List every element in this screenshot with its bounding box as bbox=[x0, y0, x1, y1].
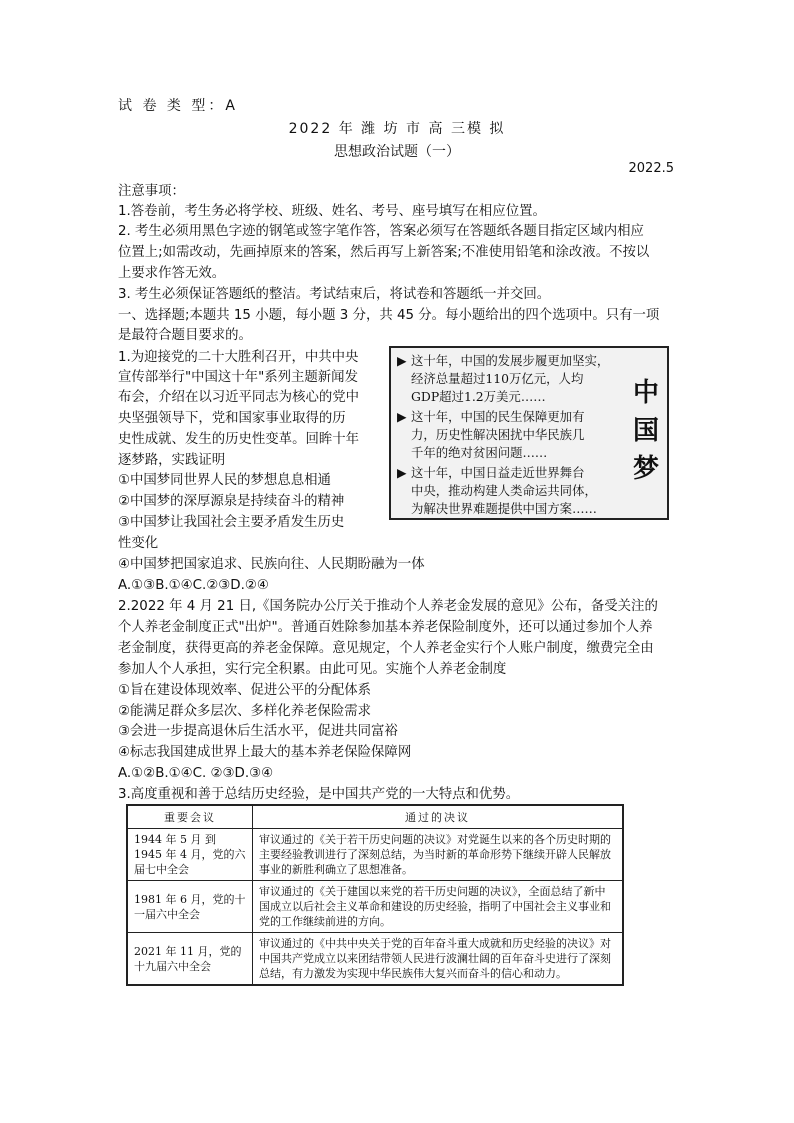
chinese-dream-vertical-title bbox=[629, 374, 663, 488]
notice-heading: 注意事项： bbox=[118, 184, 185, 199]
q2-option-4: ④标志我国建成世界上最大的基本养老保险保障网 bbox=[118, 745, 412, 760]
meeting-cell: 2021 年 11 月，党的十九届六中全会 bbox=[127, 933, 253, 986]
q2-stem-line: 个人养老金制度正式"出炉"。普通百姓除参加基本养老保险制度外，还可以通过参加个人养 bbox=[118, 620, 653, 635]
q1-option-3-line-2: 性变化 bbox=[118, 536, 159, 551]
triangle-marker-icon: ▶ bbox=[397, 409, 407, 424]
notice-item-3: 3. 考生必须保证答题纸的整洁。考试结束后，将试卷和答题纸一并交回。 bbox=[118, 287, 551, 302]
box-item-3 bbox=[397, 464, 623, 518]
q2-stem-line: 2.2022 年 4 月 21 日,《国务院办公厅关于推动个人养老金发展的意见》公布，备受关注的 bbox=[118, 599, 658, 614]
table-row bbox=[127, 881, 623, 933]
q1-stem-line: 宣传部举行"中国这十年"系列主题新闻发 bbox=[118, 370, 358, 385]
resolution-cell: 审议通过的《关于若干历史问题的决议》对党诞生以来的各个历史时期的主要经验教训进行了深刻总结，为当时新的革命形势下继续开辟人民解放事业的新胜利确立了思想准备。 bbox=[253, 829, 624, 881]
notice-item-2-line-2: 位置上;如需改动，先画掉原来的答案，然后再写上新答案;不准使用铅笔和涂改液。不按以 bbox=[118, 245, 650, 260]
q1-stem-line: 央坚强领导下，党和国家事业取得的历 bbox=[118, 411, 346, 426]
q1-option-4: ④中国梦把国家追求、民族向往、人民期盼融为一体 bbox=[118, 557, 425, 572]
triangle-marker-icon: ▶ bbox=[397, 353, 407, 368]
exam-title: 2022 年 潍 坊 市 高 三模 拟 bbox=[288, 121, 506, 137]
q2-stem-line: 老金制度，获得更高的养老金保障。意见规定，个人养老金实行个人账户制度，缴费完全由 bbox=[118, 641, 654, 656]
vertical-char: 国 bbox=[632, 416, 659, 446]
column-header-resolution: 通过的决议 bbox=[253, 805, 624, 829]
chinese-dream-box bbox=[389, 346, 669, 520]
q2-option-3: ③会进一步提高退休后生活水平，促进共同富裕 bbox=[118, 724, 398, 739]
resolutions-table bbox=[126, 804, 624, 986]
box-item-3-line: 为解决世界难题提供中国方案…… bbox=[411, 501, 597, 516]
q3-stem: 3.高度重视和善于总结历史经验，是中国共产党的一大特点和优势。 bbox=[118, 787, 520, 802]
vertical-char: 中 bbox=[632, 378, 659, 408]
box-item-2-line: 力，历史性解决困扰中华民族几 bbox=[411, 427, 585, 442]
notice-item-2-line-1: 2. 考生必须用黑色字迹的钢笔或签字笔作答，答案必须写在答题纸各题目指定区域内相应 bbox=[118, 224, 644, 239]
q1-stem-line: 1.为迎接党的二十大胜利召开，中共中央 bbox=[118, 350, 359, 365]
box-item-2 bbox=[397, 408, 623, 462]
resolution-cell: 审议通过的《中共中央关于党的百年奋斗重大成就和历史经验的决议》对中国共产党成立以来团结带领人民进行波澜壮阔的百年奋斗史进行了深刻总结，有力激发为实现中华民族伟大复兴而奋斗的信心和动力。 bbox=[253, 933, 624, 986]
q2-option-2: ②能满足群众多层次、多样化养老保险需求 bbox=[118, 704, 372, 719]
box-item-2-line: 这十年，中国的民生保障更加有 bbox=[411, 409, 585, 424]
table-row bbox=[127, 829, 623, 881]
section-1-intro-line-2: 是最符合题目要求的。 bbox=[118, 328, 252, 343]
section-1-intro-line-1: 一、选择题;本题共 15 小题，每小题 3 分，共 45 分。每小题给出的四个选项中。只有一项 bbox=[118, 308, 660, 323]
box-item-1-line: 经济总量超过110万亿元，人均 bbox=[411, 371, 584, 386]
q1-stem-line: 史性成就、发生的历史性变革。回眸十年 bbox=[118, 432, 360, 447]
notice-item-2-line-3: 上要求作答无效。 bbox=[118, 266, 226, 281]
box-item-3-line: 这十年，中国日益走近世界舞台 bbox=[411, 465, 585, 480]
q1-choices: A.①③B.①④C.②③D.②④ bbox=[118, 578, 269, 593]
resolution-cell: 审议通过的《关于建国以来党的若干历史问题的决议》，全面总结了新中国成立以后社会主义革命和建设的历史经验，指明了中国社会主义事业和党的工作继续前进的方向。 bbox=[253, 881, 624, 933]
q1-option-2: ②中国梦的深厚源泉是持续奋斗的精神 bbox=[118, 494, 345, 509]
exam-type: 试 卷 类 型：A bbox=[118, 98, 238, 114]
q1-option-1: ①中国梦同世界人民的梦想息息相通 bbox=[118, 473, 331, 488]
exam-date: 2022.5 bbox=[628, 161, 674, 176]
meeting-cell: 1981 年 6 月，党的十一届六中全会 bbox=[127, 881, 253, 933]
notice-item-1: 1.答卷前，考生务必将学校、班级、姓名、考号、座号填写在相应位置。 bbox=[118, 204, 546, 219]
q1-stem-line: 布会，介绍在以习近平同志为核心的党中 bbox=[118, 390, 360, 405]
column-header-meeting: 重要会议 bbox=[127, 805, 253, 829]
box-item-1-line: GDP超过1.2万美元…… bbox=[411, 389, 546, 404]
q2-option-1: ①旨在建设体现效率、促进公平的分配体系 bbox=[118, 683, 372, 698]
meeting-cell: 1944 年 5 月 到 1945 年 4 月，党的六届七中全会 bbox=[127, 829, 253, 881]
box-item-1 bbox=[397, 352, 623, 406]
q1-stem-line: 逐梦路，实践证明 bbox=[118, 453, 226, 468]
table-row bbox=[127, 933, 623, 986]
q2-stem-line: 参加人个人承担，实行完全积累。由此可见。实施个人养老金制度 bbox=[118, 662, 507, 677]
vertical-char: 梦 bbox=[632, 454, 659, 484]
box-item-1-line: 这十年，中国的发展步履更加坚实， bbox=[411, 353, 610, 368]
q2-choices: A.①②B.①④C. ②③D.③④ bbox=[118, 766, 274, 781]
box-item-2-line: 千年的绝对贫困问题…… bbox=[411, 445, 548, 460]
q1-option-3-line-1: ③中国梦让我国社会主要矛盾发生历史 bbox=[118, 515, 345, 530]
triangle-marker-icon: ▶ bbox=[397, 465, 407, 480]
box-item-3-line: 中央，推动构建人类命运共同体， bbox=[411, 483, 597, 498]
exam-subtitle: 思想政治试题（一） bbox=[334, 144, 460, 160]
table-header-row bbox=[127, 805, 623, 829]
